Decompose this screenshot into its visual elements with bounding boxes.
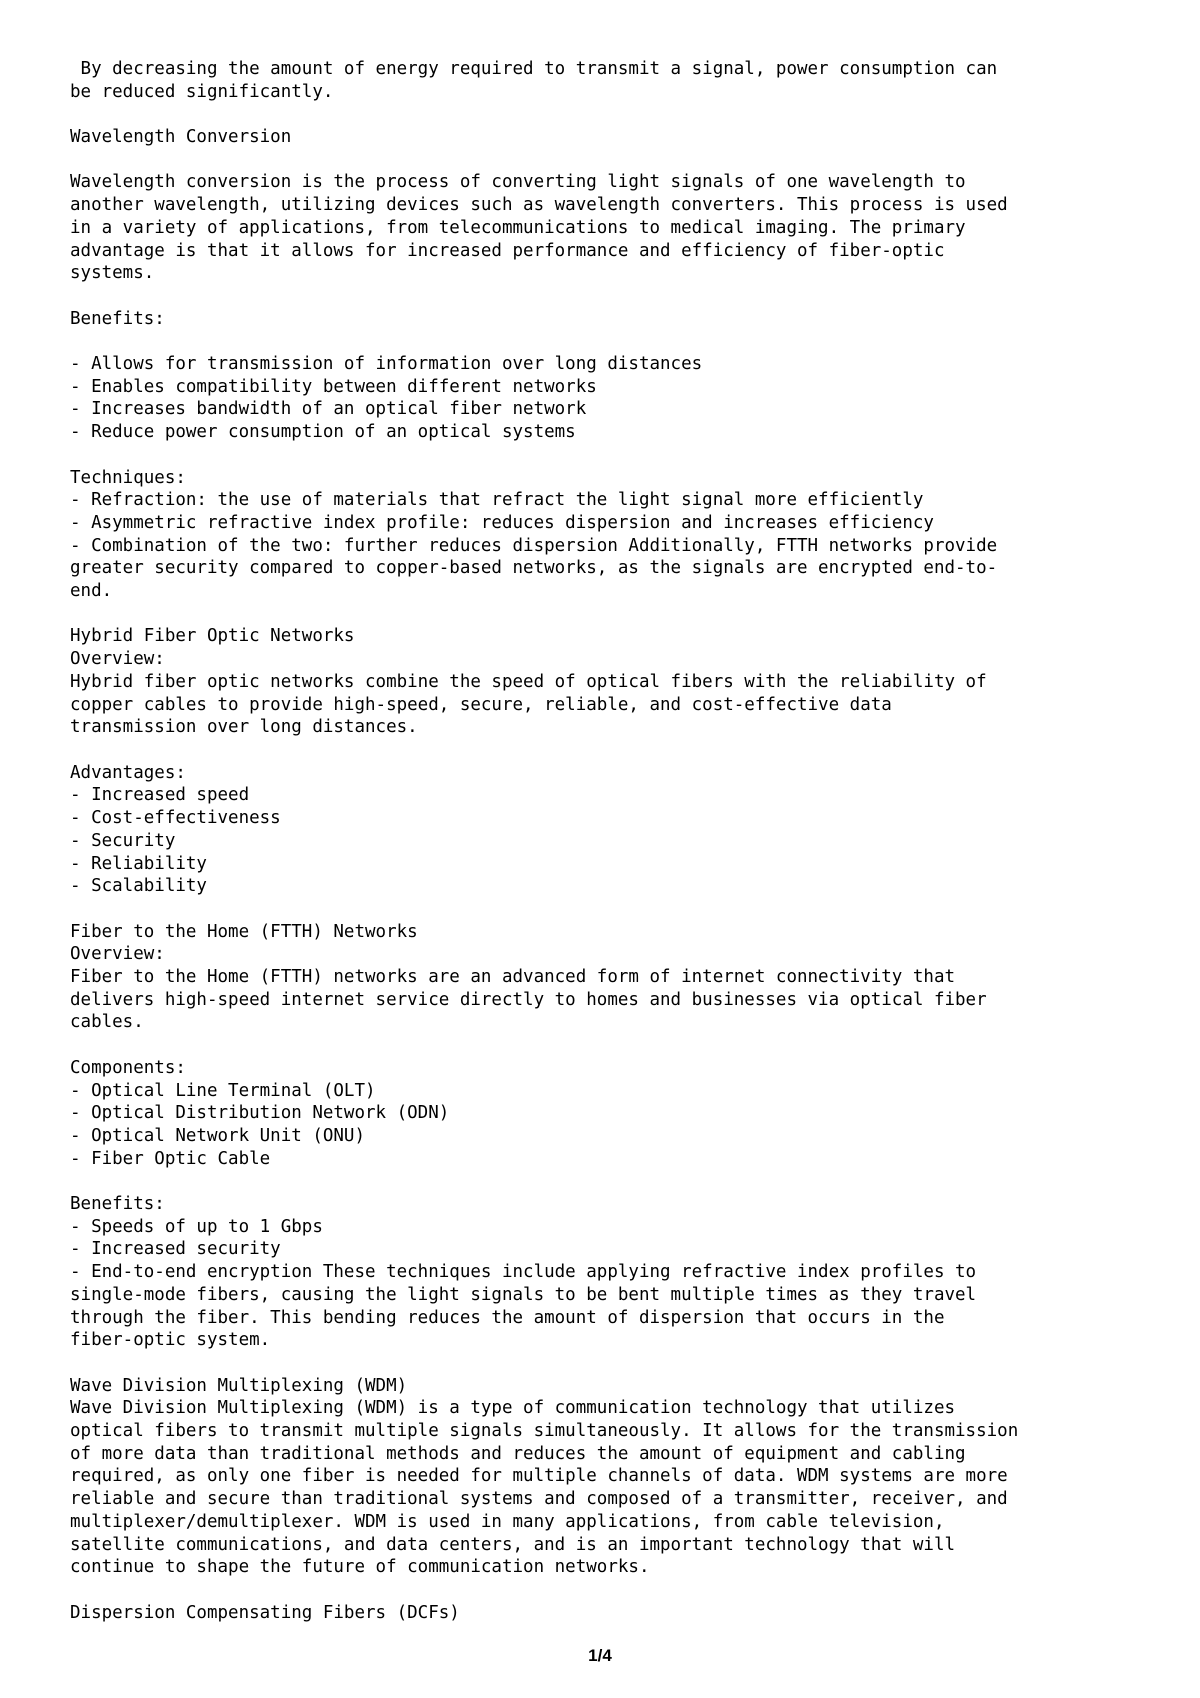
text-line: of more data than traditional methods and reduces the amount of equipment and cabling	[70, 1443, 966, 1464]
text-line: Benefits:	[70, 1194, 165, 1214]
blank-line	[70, 898, 1150, 921]
blank-line	[70, 149, 1150, 172]
text-line: By decreasing the amount of energy required to transmit a signal, power consumption can	[70, 59, 998, 79]
text-line: fiber-optic system.	[70, 1330, 271, 1351]
text-line: - Asymmetric refractive index profile: reduces dispersion and increases efficiency	[70, 512, 934, 533]
text-line: - Enables compatibility between different networks	[70, 376, 597, 397]
text-line: - Reduce power consumption of an optical systems	[70, 422, 576, 443]
text-line: - Increased security	[70, 1239, 281, 1260]
text-line: - Combination of the two: further reduces dispersion Additionally, FTTH networks provide	[70, 535, 998, 556]
text-line: Benefits:	[70, 308, 165, 329]
text-line: systems.	[70, 263, 155, 284]
text-line: Wavelength conversion is the process of converting light signals of one wavelength to	[70, 172, 966, 193]
text-line: Hybrid Fiber Optic Networks	[70, 626, 355, 647]
text-line: Overview:	[70, 944, 165, 965]
text-line: cables.	[70, 1012, 144, 1033]
blank-line	[70, 1579, 1150, 1602]
text-line: another wavelength, utilizing devices such as wavelength converters. This process is used	[70, 195, 1008, 216]
text-line: - Optical Distribution Network (ODN)	[70, 1103, 450, 1124]
text-line: Components:	[70, 1057, 186, 1078]
text-line: Techniques:	[70, 467, 186, 488]
text-line: single-mode fibers, causing the light signals to be bent multiple times as they travel	[70, 1284, 977, 1305]
blank-line	[70, 285, 1150, 308]
text-line: Wavelength Conversion	[70, 127, 292, 148]
text-line: satellite communications, and data centers, and is an important technology that will	[70, 1534, 956, 1555]
blank-line	[70, 739, 1150, 762]
text-line: - End-to-end encryption These techniques include applying refractive index profiles to	[70, 1262, 977, 1283]
text-line: end.	[70, 581, 113, 602]
text-line: continue to shape the future of communication networks.	[70, 1557, 650, 1578]
text-line: Fiber to the Home (FTTH) Networks	[70, 921, 418, 942]
text-line: optical fibers to transmit multiple signals simultaneously. It allows for the transmission	[70, 1421, 1019, 1442]
text-line: - Cost-effectiveness	[70, 808, 281, 829]
blank-line	[70, 330, 1150, 353]
document-body	[70, 58, 1150, 1624]
text-line: Dispersion Compensating Fibers (DCFs)	[70, 1602, 460, 1623]
text-line: - Security	[70, 830, 176, 851]
text-line: in a variety of applications, from telecommunications to medical imaging. The primary	[70, 217, 966, 238]
text-line: multiplexer/demultiplexer. WDM is used in many applications, from cable television,	[70, 1511, 945, 1532]
text-line: Hybrid fiber optic networks combine the speed of optical fibers with the reliability of	[70, 671, 987, 692]
text-line: - Increases bandwidth of an optical fiber network	[70, 399, 587, 420]
text-line: - Refraction: the use of materials that refract the light signal more efficiently	[70, 490, 924, 511]
blank-line	[70, 1170, 1150, 1193]
text-line: copper cables to provide high-speed, secure, reliable, and cost-effective data	[70, 694, 892, 715]
blank-line	[70, 1034, 1150, 1057]
blank-line	[70, 603, 1150, 626]
blank-line	[70, 1352, 1150, 1375]
blank-line	[70, 103, 1150, 126]
text-line: - Allows for transmission of information over long distances	[70, 354, 703, 375]
text-line: greater security compared to copper-based networks, as the signals are encrypted end-to-	[70, 558, 998, 579]
text-line: - Increased speed	[70, 785, 250, 806]
text-line: - Fiber Optic Cable	[70, 1148, 271, 1169]
text-line: Overview:	[70, 649, 165, 670]
text-line: delivers high-speed internet service directly to homes and businesses via optical fiber	[70, 989, 987, 1010]
text-line: reliable and secure than traditional systems and composed of a transmitter, receiver, and	[70, 1489, 1008, 1510]
text-line: - Optical Network Unit (ONU)	[70, 1125, 366, 1146]
text-line: - Reliability	[70, 853, 207, 874]
text-line: Wave Division Multiplexing (WDM)	[70, 1375, 408, 1396]
page-number: 1/4	[588, 1646, 612, 1665]
text-line: be reduced significantly.	[70, 81, 334, 102]
text-line: Advantages:	[70, 762, 186, 783]
text-line: Fiber to the Home (FTTH) networks are an advanced form of internet connectivity that	[70, 967, 956, 987]
text-line: - Scalability	[70, 876, 207, 897]
text-line: through the fiber. This bending reduces the amount of dispersion that occurs in the	[70, 1307, 945, 1328]
blank-line	[70, 444, 1150, 467]
text-line: - Speeds of up to 1 Gbps	[70, 1216, 323, 1237]
text-line: transmission over long distances.	[70, 717, 418, 738]
text-line: advantage is that it allows for increased performance and efficiency of fiber-optic	[70, 240, 945, 261]
text-line: Wave Division Multiplexing (WDM) is a type of communication technology that utilizes	[70, 1398, 956, 1419]
text-line: - Optical Line Terminal (OLT)	[70, 1080, 376, 1101]
text-line: required, as only one fiber is needed for multiple channels of data. WDM systems are more	[70, 1466, 1008, 1487]
